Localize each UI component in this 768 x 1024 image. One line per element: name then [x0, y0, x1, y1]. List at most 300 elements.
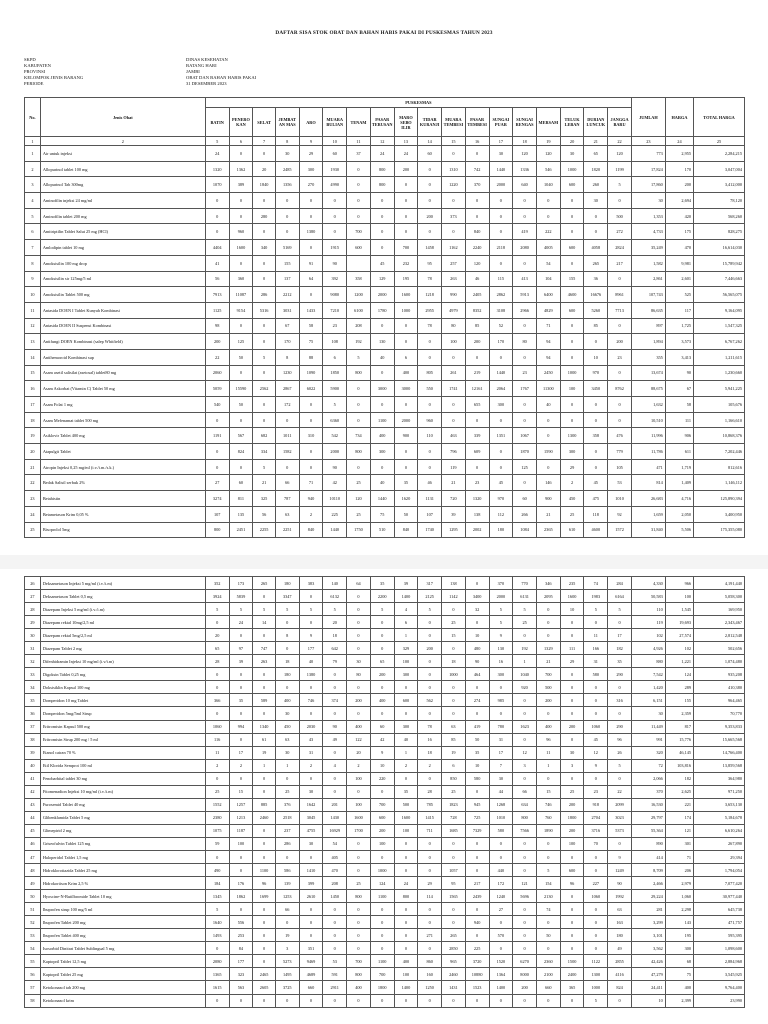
stock-cell: 1572: [608, 522, 632, 538]
table-row: [25, 707, 745, 720]
stock-cell: 6: [394, 616, 418, 629]
total-cell: 6,767,262: [694, 334, 745, 350]
stock-cell: 1000: [394, 302, 418, 318]
total-cell: 2,884,968: [694, 955, 745, 968]
stock-cell: 476: [608, 428, 632, 444]
stock-cell: 3720: [465, 955, 489, 968]
total-cell: 1,659: [631, 506, 665, 522]
stock-cell: 2485: [275, 161, 299, 177]
total-cell: 2,979: [665, 877, 693, 890]
stock-cell: 0: [560, 994, 584, 1007]
stock-cell: 45: [584, 733, 608, 746]
total-cell: 1,632: [631, 397, 665, 413]
stock-cell: 0: [370, 208, 394, 224]
total-cell: 1,582: [631, 255, 665, 271]
stock-cell: 94: [536, 349, 560, 365]
stock-cell: 125: [229, 334, 253, 350]
stock-cell: 0: [489, 681, 513, 694]
total-cell: 410,380: [694, 681, 745, 694]
stock-cell: 400: [394, 365, 418, 381]
stock-cell: 0: [489, 412, 513, 428]
stock-cell: 1495: [275, 968, 299, 981]
stock-cell: 67: [275, 318, 299, 334]
stock-cell: 0: [253, 850, 276, 863]
stock-cell: 0: [489, 942, 513, 955]
stock-cell: 1131: [418, 491, 442, 507]
stock-cell: 1253: [275, 890, 299, 903]
stock-cell: 272: [608, 224, 632, 240]
stock-cell: 800: [347, 365, 371, 381]
stock-cell: 96: [536, 733, 560, 746]
total-cell: 29,797: [631, 811, 665, 824]
drug-name: Domperidon 10 mg Tablet: [40, 694, 205, 707]
stock-cell: 2365: [536, 522, 560, 538]
stock-cell: 2380: [205, 811, 229, 824]
stock-cell: 10880: [465, 968, 489, 981]
stock-cell: 64: [347, 577, 371, 590]
total-cell: 289: [665, 681, 693, 694]
stock-cell: 0: [205, 707, 229, 720]
stock-cell: 2095: [536, 590, 560, 603]
header-column-number: 18: [513, 137, 537, 146]
stock-cell: 352: [205, 577, 229, 590]
table-row: [25, 981, 745, 994]
stock-cell: 1458: [418, 240, 442, 256]
stock-cell: 1295: [442, 522, 466, 538]
stock-cell: 19: [253, 746, 276, 759]
stock-cell: 0: [323, 193, 347, 209]
stock-cell: 2030: [299, 720, 323, 733]
stock-cell: 0: [394, 850, 418, 863]
stock-cell: 37: [347, 146, 371, 162]
total-cell: 3,653,130: [694, 798, 745, 811]
stock-cell: 200: [560, 824, 584, 837]
stock-cell: 0: [275, 412, 299, 428]
total-cell: 75: [665, 968, 693, 981]
stock-cell: 1: [536, 759, 560, 772]
stock-cell: 257: [442, 255, 466, 271]
stock-cell: 17: [229, 746, 253, 759]
stock-cell: 0: [347, 629, 371, 642]
total-cell: 30,977,440: [694, 890, 745, 903]
stock-cell: 0: [370, 850, 394, 863]
stock-cell: 0: [489, 837, 513, 850]
stock-cell: 11: [205, 746, 229, 759]
stock-cell: 170: [489, 334, 513, 350]
stock-cell: 18: [323, 629, 347, 642]
stock-cell: 316: [608, 694, 632, 707]
stock-cell: 586: [275, 864, 299, 877]
stock-cell: 5: [584, 603, 608, 616]
stock-cell: 28: [418, 785, 442, 798]
total-cell: 2,694: [665, 193, 693, 209]
row-number: 31: [25, 642, 41, 655]
drug-name: Aminofilin tablet 200 mg: [40, 208, 205, 224]
stock-cell: 742: [465, 161, 489, 177]
drug-name: Diazepam rektal 5mg/2,5 ml: [40, 629, 205, 642]
row-number: 10: [25, 287, 41, 303]
stock-cell: 0: [347, 850, 371, 863]
stock-cell: 0: [442, 397, 466, 413]
total-cell: 414: [631, 850, 665, 863]
header-jenis-obat: Jenis Obat: [40, 98, 205, 137]
stock-cell: 261: [442, 365, 466, 381]
drug-name: Amoksisilin 100 mg drop: [40, 255, 205, 271]
stock-cell: 970: [489, 491, 513, 507]
stock-cell: 0: [418, 864, 442, 877]
row-number: 43: [25, 798, 41, 811]
row-number: 27: [25, 590, 41, 603]
stock-cell: 0: [205, 444, 229, 460]
stock-cell: 366: [205, 694, 229, 707]
stock-cell: 0: [347, 707, 371, 720]
stock-cell: 3924: [205, 590, 229, 603]
header-puskesmas-column: TENAM: [347, 108, 371, 137]
stock-cell: 0: [347, 193, 371, 209]
stock-cell: 300: [489, 668, 513, 681]
drug-name: Asiklovir Tablet 400 mg: [40, 428, 205, 444]
stock-cell: 85: [465, 318, 489, 334]
total-cell: 4,191,440: [694, 577, 745, 590]
stock-cell: 192: [347, 334, 371, 350]
stock-cell: 5260: [584, 302, 608, 318]
stock-cell: 65: [584, 146, 608, 162]
stock-cell: 0: [275, 850, 299, 863]
drug-name: Kaptopril Tablet 25 mg: [40, 968, 205, 981]
stock-cell: 60: [229, 475, 253, 491]
stock-cell: 5: [253, 603, 276, 616]
stock-cell: 7566: [513, 824, 537, 837]
stock-cell: 1623: [513, 720, 537, 733]
table-row: [25, 642, 745, 655]
stock-cell: 700: [370, 798, 394, 811]
row-number: 24: [25, 506, 41, 522]
stock-cell: 480: [465, 642, 489, 655]
stock-cell: 940: [299, 491, 323, 507]
stock-cell: 201: [323, 798, 347, 811]
stock-cell: 0: [536, 837, 560, 850]
stock-cell: 0: [442, 850, 466, 863]
stock-cell: 0: [442, 412, 466, 428]
stock-cell: 0: [584, 903, 608, 916]
stock-cell: 0: [584, 208, 608, 224]
stock-cell: 1000: [560, 365, 584, 381]
stock-cell: 31: [299, 746, 323, 759]
table-row: [25, 381, 745, 397]
total-cell: 471: [631, 459, 665, 475]
stock-cell: 1268: [489, 798, 513, 811]
total-cell: 13,674: [631, 365, 665, 381]
stock-cell: 3347: [275, 590, 299, 603]
stock-cell: 0: [584, 916, 608, 929]
total-cell: 47,279: [631, 968, 665, 981]
stock-cell: 35: [394, 785, 418, 798]
stock-cell: 0: [205, 459, 229, 475]
table-row: [25, 772, 745, 785]
stock-cell: 1230: [275, 365, 299, 381]
stock-cell: 7: [489, 759, 513, 772]
row-number: 16: [25, 381, 41, 397]
stock-cell: 1257: [229, 798, 253, 811]
total-cell: 906: [665, 428, 693, 444]
header-puskesmas-column: PENERO KAN: [229, 108, 253, 137]
drug-name: Fitomenadion Injeksi 10 mg/ml (i.v./i.m): [40, 785, 205, 798]
table-row: [25, 318, 745, 334]
stock-cell: 16929: [323, 824, 347, 837]
total-cell: 175,355,080: [694, 522, 745, 538]
stock-cell: 540: [205, 397, 229, 413]
header-puskesmas: PUSKESMAS: [205, 98, 631, 108]
stock-cell: 0: [465, 459, 489, 475]
table-row: [25, 824, 745, 837]
stock-cell: 1992: [608, 890, 632, 903]
stock-cell: 609: [465, 444, 489, 460]
stock-cell: 1915: [323, 240, 347, 256]
stock-cell: 334: [253, 444, 276, 460]
stock-cell: 600: [394, 694, 418, 707]
stock-cell: 700: [347, 224, 371, 240]
stock-cell: 0: [323, 903, 347, 916]
stock-cell: 4404: [205, 240, 229, 256]
stock-cell: 546: [536, 161, 560, 177]
stock-cell: 1582: [275, 444, 299, 460]
stock-cell: 5696: [513, 890, 537, 903]
stock-cell: 0: [347, 681, 371, 694]
stock-cell: 6164: [608, 590, 632, 603]
stock-cell: 1060: [584, 720, 608, 733]
stock-cell: 339: [465, 428, 489, 444]
stock-cell: 2460: [442, 968, 466, 981]
total-cell: 370: [631, 785, 665, 798]
stock-cell: 0: [229, 459, 253, 475]
stock-cell: 1840: [253, 177, 276, 193]
total-cell: 1,547,325: [694, 318, 745, 334]
stock-cell: 374: [323, 694, 347, 707]
stock-cell: 0: [347, 177, 371, 193]
stock-cell: 0: [370, 994, 394, 1007]
stock-cell: 0: [608, 994, 632, 1007]
drug-name: Amlodipin tablet 10 mg: [40, 240, 205, 256]
stock-cell: 0: [394, 459, 418, 475]
stock-cell: 811: [229, 491, 253, 507]
stock-cell: 1250: [418, 981, 442, 994]
stock-cell: 0: [275, 681, 299, 694]
stock-cell: 200: [205, 334, 229, 350]
stock-cell: 0: [347, 381, 371, 397]
stock-cell: 71: [299, 475, 323, 491]
stock-cell: 50: [465, 733, 489, 746]
stock-cell: 1780: [370, 302, 394, 318]
stock-cell: 0: [465, 208, 489, 224]
stock-cell: 0: [442, 707, 466, 720]
stock-cell: 23: [465, 475, 489, 491]
stock-cell: 1010: [608, 491, 632, 507]
stock-cell: 392: [323, 271, 347, 287]
stock-cell: 6022: [299, 381, 323, 397]
stock-cell: 0: [465, 577, 489, 590]
stock-cell: 0: [299, 240, 323, 256]
stock-cell: 9: [608, 850, 632, 863]
stock-cell: 100: [370, 837, 394, 850]
stock-cell: 0: [323, 942, 347, 955]
total-cell: 143: [665, 916, 693, 929]
total-cell: 7,202,446: [694, 444, 745, 460]
stock-cell: 0: [513, 318, 537, 334]
stock-cell: 54: [536, 255, 560, 271]
stock-cell: 1351: [489, 428, 513, 444]
stock-cell: 5: [536, 864, 560, 877]
total-cell: 595,395: [694, 929, 745, 942]
stock-cell: 20: [205, 629, 229, 642]
stock-cell: 14: [253, 616, 276, 629]
stock-cell: 42: [323, 475, 347, 491]
stock-cell: 0: [229, 994, 253, 1007]
row-number: 12: [25, 318, 41, 334]
stock-cell: 5: [418, 603, 442, 616]
stock-cell: 2704: [584, 811, 608, 824]
stock-cell: 290: [608, 720, 632, 733]
stock-cell: 40: [299, 655, 323, 668]
total-cell: 30: [631, 193, 665, 209]
drug-name: Glimepirid 2 mg: [40, 824, 205, 837]
stock-cell: 22: [205, 349, 229, 365]
total-cell: 1,221: [665, 655, 693, 668]
meta-value: BATANG HARI: [186, 62, 217, 68]
stock-cell: 0: [205, 994, 229, 1007]
total-cell: 420: [665, 208, 693, 224]
total-cell: 125,890,394: [694, 491, 745, 507]
stock-cell: 591: [323, 968, 347, 981]
stock-cell: 265: [253, 577, 276, 590]
stock-cell: 900: [394, 428, 418, 444]
stock-cell: 300: [394, 668, 418, 681]
total-cell: 364,980: [694, 772, 745, 785]
header-column-number: 2: [40, 137, 205, 146]
total-cell: 169,950: [694, 603, 745, 616]
stock-cell: 50: [536, 929, 560, 942]
total-cell: 78,120: [694, 193, 745, 209]
total-cell: 1,230,660: [694, 365, 745, 381]
stock-cell: 5316: [253, 302, 276, 318]
stock-cell: 1200: [347, 287, 371, 303]
row-number: 29: [25, 616, 41, 629]
stock-cell: 405: [323, 850, 347, 863]
stock-cell: 1600: [229, 240, 253, 256]
stock-cell: 383: [299, 577, 323, 590]
stock-cell: 5169: [275, 240, 299, 256]
stock-cell: 1122: [584, 955, 608, 968]
stock-cell: 8961: [608, 287, 632, 303]
stock-cell: 5: [323, 603, 347, 616]
drug-name: Deksametason Injeksi 5 mg/ml (i.v./i.m): [40, 577, 205, 590]
stock-cell: 2000: [489, 177, 513, 193]
stock-cell: 110: [418, 428, 442, 444]
total-cell: 267,890: [694, 837, 745, 850]
stock-cell: 351: [299, 942, 323, 955]
stock-cell: 2: [418, 759, 442, 772]
stock-cell: 25: [347, 475, 371, 491]
stock-cell: 1400: [394, 981, 418, 994]
stock-cell: 0: [370, 929, 394, 942]
stock-cell: 0: [513, 629, 537, 642]
stock-cell: 1400: [489, 981, 513, 994]
stock-cell: 470: [323, 864, 347, 877]
table-row: [25, 746, 745, 759]
stock-cell: 15590: [229, 381, 253, 397]
stock-cell: 0: [394, 929, 418, 942]
stock-cell: 0: [253, 146, 276, 162]
stock-cell: 0: [513, 694, 537, 707]
stock-cell: 172: [489, 877, 513, 890]
stock-cell: 0: [489, 255, 513, 271]
row-number: 45: [25, 824, 41, 837]
stock-cell: 490: [205, 864, 229, 877]
drug-name: Antifungi DOEN Kombinasi (salep Whitfield): [40, 334, 205, 350]
stock-cell: 960: [418, 412, 442, 428]
stock-cell: 0: [560, 334, 584, 350]
stock-cell: 1067: [513, 428, 537, 444]
stock-cell: 263: [442, 271, 466, 287]
stock-cell: 60: [513, 491, 537, 507]
stock-cell: 0: [418, 850, 442, 863]
stock-cell: 800: [370, 161, 394, 177]
stock-cell: 7329: [465, 824, 489, 837]
stock-cell: 9: [370, 746, 394, 759]
stock-cell: 4829: [536, 302, 560, 318]
stock-cell: 0: [323, 208, 347, 224]
stock-cell: 0: [347, 412, 371, 428]
stock-cell: 0: [560, 616, 584, 629]
stock-cell: 0: [418, 942, 442, 955]
stock-cell: 0: [560, 681, 584, 694]
stock-cell: 23: [608, 349, 632, 365]
stock-cell: 4: [323, 759, 347, 772]
stock-cell: 155: [275, 255, 299, 271]
stock-cell: 785: [418, 798, 442, 811]
stock-cell: 120: [608, 146, 632, 162]
row-number: 54: [25, 942, 41, 955]
meta-values: [186, 57, 256, 87]
stock-cell: 63: [275, 733, 299, 746]
stock-cell: 1060: [205, 720, 229, 733]
table-row: [25, 903, 745, 916]
stock-cell: 30: [275, 707, 299, 720]
stock-cell: 2: [347, 759, 371, 772]
stock-cell: 5: [608, 603, 632, 616]
stock-cell: 4005: [536, 240, 560, 256]
stock-cell: 92: [608, 506, 632, 522]
stock-cell: 35: [465, 746, 489, 759]
row-number: 53: [25, 929, 41, 942]
stock-cell: 28: [205, 655, 229, 668]
total-cell: 90: [665, 365, 693, 381]
stock-cell: 98: [205, 318, 229, 334]
stock-cell: 40: [536, 397, 560, 413]
row-number: 44: [25, 811, 41, 824]
stock-cell: 0: [560, 694, 584, 707]
stock-cell: 2610: [299, 890, 323, 903]
header-puskesmas-column: SELAT: [253, 108, 276, 137]
stock-cell: 124: [370, 877, 394, 890]
drug-name: Etanol cairan 70 %: [40, 746, 205, 759]
stock-cell: 0: [347, 616, 371, 629]
stock-cell: 0: [229, 193, 253, 209]
stock-cell: 60: [370, 720, 394, 733]
stock-cell: 0: [465, 903, 489, 916]
stock-cell: 0: [418, 655, 442, 668]
stock-cell: 66: [275, 475, 299, 491]
stock-cell: 78: [418, 271, 442, 287]
